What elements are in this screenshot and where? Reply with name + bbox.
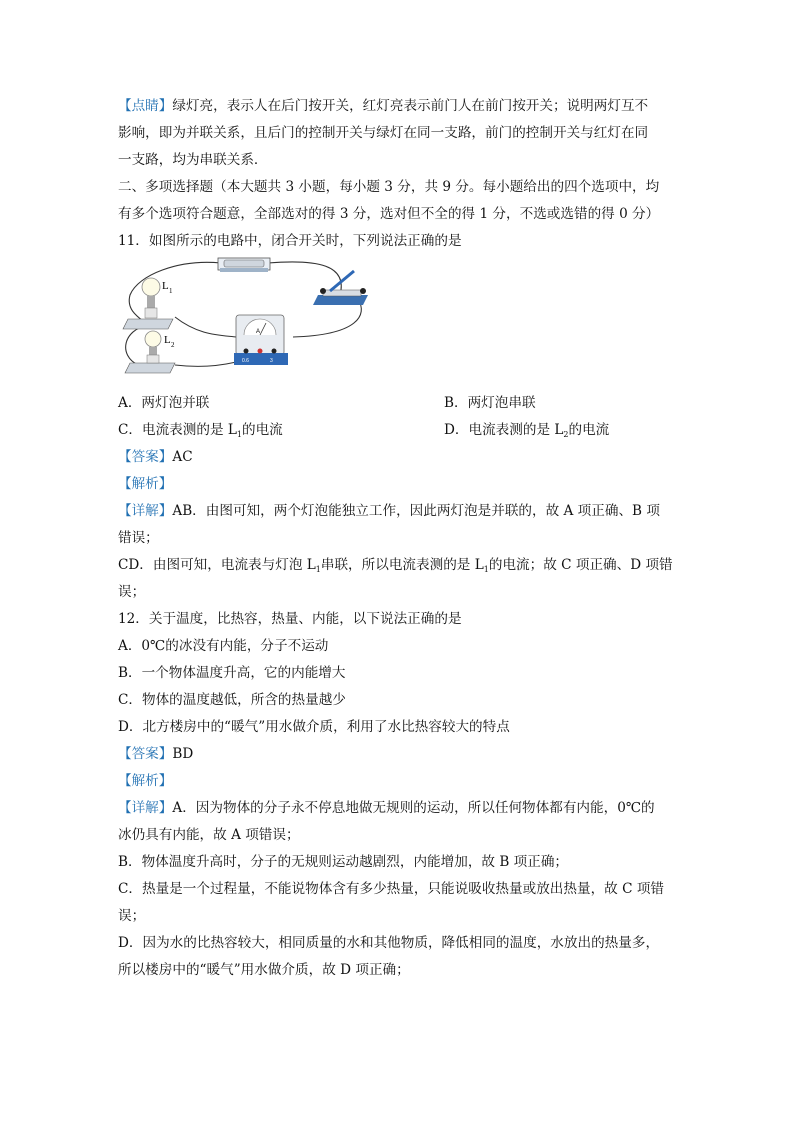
q11-options-row-2	[118, 417, 678, 444]
q11-option-b: B．两灯泡串联	[444, 395, 536, 411]
q11-answer: 【答案】AC	[118, 449, 193, 465]
q11-detail-2: CD．由图可知，电流表与灯泡 $L_1$串联，所以电流表测的是 $L_1$的电流；故 C 项正确、D 项错	[118, 557, 673, 574]
lamp-l2-icon	[125, 331, 175, 373]
highlight-tag: 【点睛】	[118, 98, 173, 114]
wire	[126, 325, 148, 365]
lamp-l1-icon	[123, 278, 173, 329]
svg-text:3: 3	[270, 358, 273, 364]
q12-detail-2: B．物体温度升高时，分子的无规则运动越剧烈，内能增加，故 B 项正确；	[118, 854, 569, 870]
wire	[175, 317, 236, 337]
battery-icon	[218, 258, 270, 272]
q11-detail-1: 【详解】AB．由图可知，两个灯泡能独立工作，因此两灯泡是并联的，故 A 项正确、B 项	[118, 503, 660, 519]
svg-text:L: L	[162, 280, 169, 292]
q12-option-b: B．一个物体温度升高，它的内能增大	[118, 665, 346, 681]
wire	[129, 262, 221, 325]
section-heading-cont: 有多个选项符合题意，全部选对的得 3 分，选对但不全的得 1 分，不选或选错的得 0 分）	[118, 206, 660, 222]
q12-option-a: A．0℃的冰没有内能，分子不运动	[118, 638, 329, 654]
svg-text:0.6: 0.6	[242, 358, 249, 364]
q12-answer: 【答案】BD	[118, 746, 194, 762]
q12-analysis-tag: 【解析】	[118, 773, 173, 789]
q11-options-row-1	[118, 390, 678, 417]
q11-option-d: D．电流表测的是 $L_2$的电流	[444, 422, 610, 439]
svg-text:L: L	[164, 334, 171, 346]
q12-option-c: C．物体的温度越低，所含的热量越少	[118, 692, 346, 708]
switch-icon	[313, 271, 368, 305]
q11-option-c: C．电流表测的是 $L_1$的电流	[118, 422, 283, 439]
document-page	[118, 93, 678, 984]
svg-text:2: 2	[171, 341, 175, 349]
svg-text:A: A	[256, 329, 261, 335]
q12-detail-3: C．热量是一个过程量，不能说物体含有多少热量，只能说吸收热量或放出热量，故 C 项错	[118, 881, 665, 897]
q12-detail-3b: 误；	[118, 908, 146, 924]
highlight-paragraph-line-2: 影响，即为并联关系，且后门的控制开关与绿灯在同一支路，前门的控制开关与红灯在同	[118, 125, 649, 141]
circuit-diagram	[118, 255, 378, 390]
q12-detail-1b: 冰仍具有内能，故 A 项错误；	[118, 827, 300, 843]
svg-text:1: 1	[169, 287, 173, 295]
q12-option-d: D．北方楼房中的“暖气”用水做介质，利用了水比热容较大的特点	[118, 719, 510, 735]
question-11-stem: 11．如图所示的电路中，闭合开关时，下列说法正确的是	[118, 233, 462, 249]
section-heading: 二、多项选择题（本大题共 3 小题，每小题 3 分，共 9 分。每小题给出的四个选项中，均	[118, 179, 660, 195]
q11-analysis-tag: 【解析】	[118, 476, 173, 492]
q12-detail-4: D．因为水的比热容较大，相同质量的水和其他物质，降低相同的温度，水放出的热量多，	[118, 935, 660, 951]
highlight-paragraph-line-3: 一支路，均为串联关系．	[118, 152, 268, 168]
q11-detail-2b: 误；	[118, 584, 146, 600]
q12-detail-4b: 所以楼房中的“暖气”用水做介质，故 D 项正确；	[118, 962, 410, 978]
ammeter-icon	[234, 315, 288, 365]
q11-option-a: A．两灯泡并联	[118, 395, 210, 411]
q11-detail-1b: 错误；	[118, 530, 159, 546]
highlight-paragraph-line-1: 【点睛】绿灯亮，表示人在后门按开关，红灯亮表示前门人在前门按开关；说明两灯互不	[118, 98, 649, 114]
q12-detail-1: 【详解】A．因为物体的分子永不停息地做无规则的运动，所以任何物体都有内能，0℃的	[118, 800, 655, 816]
question-12-stem: 12．关于温度，比热容，热量、内能，以下说法正确的是	[118, 611, 462, 627]
